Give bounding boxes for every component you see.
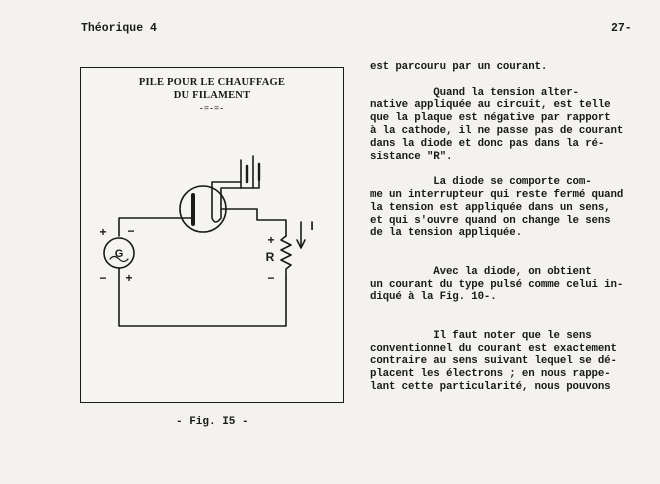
figure-caption: - Fig. I5 - [176, 416, 249, 428]
body-text-line: diqué à la Fig. 10-. [370, 291, 497, 304]
body-text-line [370, 253, 638, 266]
generator-bottom-plus-label: + [125, 271, 133, 285]
body-text-line: la tension est appliquée dans un sens, [370, 201, 611, 214]
wire-return [119, 268, 286, 326]
body-text-line [370, 240, 638, 253]
figure-title-line-2: DU FILAMENT [173, 90, 251, 101]
body-text-line: Avec la diode, on obtient [370, 265, 592, 278]
body-text-line: sistance "R". [370, 150, 453, 163]
body-text-line: Il faut noter que le sens [370, 329, 592, 342]
body-text-line: La diode se comporte com- [370, 176, 592, 189]
resistor [281, 236, 291, 278]
body-text-line [370, 74, 638, 87]
generator-top-minus-label: − [127, 224, 135, 238]
resistor-minus-label: − [267, 271, 275, 285]
page-number: 27- [611, 22, 632, 35]
body-text-line: placent les électrons ; en nous rappe- [370, 368, 611, 381]
body-text-line: un courant du type pulsé comme celui in- [370, 278, 624, 291]
current-label: I [310, 219, 314, 233]
diode-filament [212, 195, 221, 222]
diode-tube [180, 186, 226, 232]
resistor-label: R [265, 250, 275, 264]
resistor-plus-label: + [267, 233, 275, 247]
body-text-line: que la plaque est négative par rapport [370, 112, 611, 125]
body-text-line: me un interrupteur qui reste fermé quand [370, 188, 624, 201]
body-text-line: à la cathode, il ne passe pas de courant [370, 124, 624, 137]
body-text-line: conventionnel du courant est exactement [370, 342, 617, 355]
body-text-line: et qui s'ouvre quand on change le sens [370, 214, 611, 227]
generator-label: G [114, 248, 124, 260]
body-text-column [370, 61, 638, 394]
body-text-line: native appliquée au circuit, est telle [370, 99, 611, 112]
body-text-line: lant cette particularité, nous pouvons [370, 380, 611, 393]
body-text-line: Quand la tension alter- [370, 86, 579, 99]
body-text-line: dans la diode et donc pas dans la ré- [370, 137, 605, 150]
generator-plus-label: + [99, 225, 107, 239]
figure-title-rule: -=-=- [199, 103, 225, 113]
body-text-line: contraire au sens suivant lequel se dé- [370, 355, 617, 368]
figure-frame [80, 67, 344, 403]
wire-cathode-to-resistor [221, 209, 286, 236]
page-header-left: Théorique 4 [81, 22, 157, 35]
body-text-line [370, 317, 638, 330]
figure-title-line-1: PILE POUR LE CHAUFFAGE [138, 77, 286, 88]
body-text-line: est parcouru par un courant. [370, 61, 548, 73]
generator-minus-label: − [99, 271, 107, 285]
body-text-line: de la tension appliquée. [370, 227, 522, 240]
body-text-line [370, 163, 638, 176]
body-text-line [370, 304, 638, 317]
diode-circuit-diagram [81, 68, 343, 402]
